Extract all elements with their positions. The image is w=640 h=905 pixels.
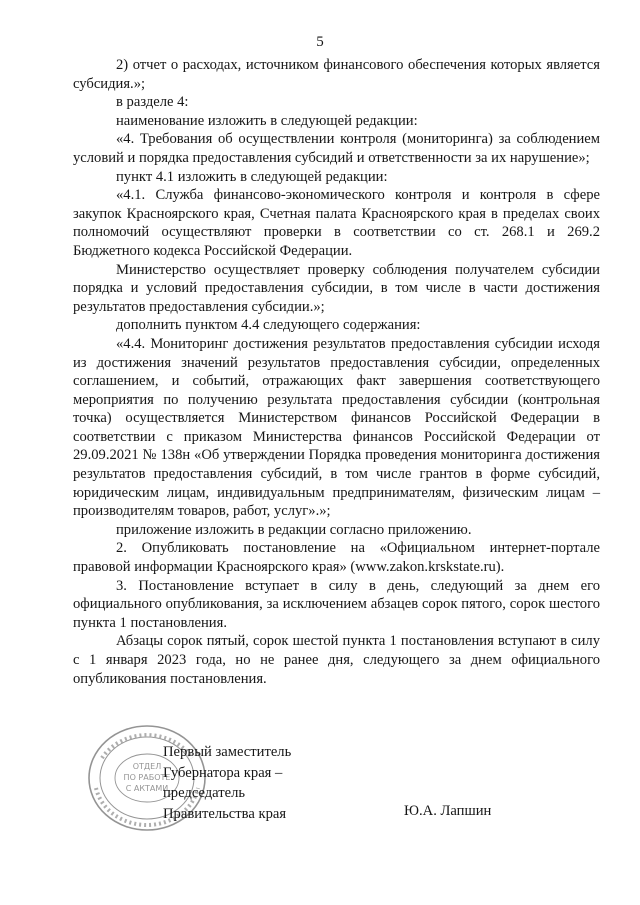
- paragraph: Абзацы сорок пятый, сорок шестой пункта 1 постановления вступают в силу с 1 января 2023 года, но не ранее дня, следующего за днем официального опубликования постановления.: [73, 633, 600, 687]
- paragraph: приложение изложить в редакции согласно приложению.: [116, 521, 472, 538]
- paragraph: «4.1. Служба финансово-экономического контроля и контроля в сфере закупок Красноярского края, Счетная палата Красноярского края в пределах своих полномочий осуществляют проверки в соответствии со ст. 268.1 и 269.2 Бюджетного кодекса Российской Федерации.: [73, 187, 600, 259]
- paragraph: «4.4. Мониторинг достижения результатов предоставления субсидии исходя из достижения значений результатов предоставления субсидии, определенных соглашением, и событий, отражающих факт завершения соответствующего мероприятия по получению результата предоставления субсидии (контрольная точка) осуществляется Министерством финансов Российской Федерации в соответствии с приказом Министерства финансов Российской Федерации от 29.09.2021 № 138н «Об утверждении Порядка проведения мониторинга достижения результатов предоставления субсидий, в том числе грантов в форме субсидий, юридическим лицам, индивидуальным предпринимателям, физическим лицам – производителям товаров, работ, услуг».»;: [73, 335, 600, 520]
- paragraph: дополнить пунктом 4.4 следующего содержания:: [116, 317, 421, 334]
- paragraph: пункт 4.1 изложить в следующей редакции:: [116, 168, 388, 185]
- signatory-title-line: Правительства края: [163, 805, 287, 822]
- paragraph: Министерство осуществляет проверку соблюдения получателем субсидии порядка и условий предоставления субсидии, в том числе в части достижения результатов предоставления субсидии.»;: [73, 261, 600, 315]
- signatory-name: Ю.А. Лапшин: [404, 803, 492, 819]
- paragraph: наименование изложить в следующей редакции:: [116, 112, 418, 129]
- page-number: 5: [316, 34, 324, 50]
- paragraph: «4. Требования об осуществлении контроля (мониторинга) за соблюдением условий и порядка предоставления субсидий и ответственности за их нарушение»;: [73, 131, 600, 166]
- paragraph: 2) отчет о расходах, источником финансового обеспечения которых является субсидия.»;: [73, 57, 600, 92]
- signatory-title: [163, 742, 291, 824]
- stamp-line: С АКТАМИ: [125, 784, 169, 793]
- paragraph: 3. Постановление вступает в силу в день, следующий за днем его официального опубликования, за исключением абзацев сорок пятого, сорок шестого пункта 1 постановления.: [73, 577, 600, 631]
- document-body: [73, 56, 600, 688]
- signatory-title-line: председатель: [163, 785, 246, 801]
- stamp-line: ОТДЕЛ: [132, 762, 162, 771]
- paragraph: в разделе 4:: [116, 94, 189, 111]
- stamp-line: ПО РАБОТЕ: [123, 773, 171, 782]
- signature-block: [0, 742, 640, 852]
- signatory-title-line: Первый заместитель: [163, 744, 292, 760]
- paragraph: 2. Опубликовать постановление на «Официальном интернет-портале правовой информации Красноярского края» (www.zakon.krskstate.ru).: [73, 540, 600, 576]
- signatory-title-line: Губернатора края –: [163, 764, 283, 781]
